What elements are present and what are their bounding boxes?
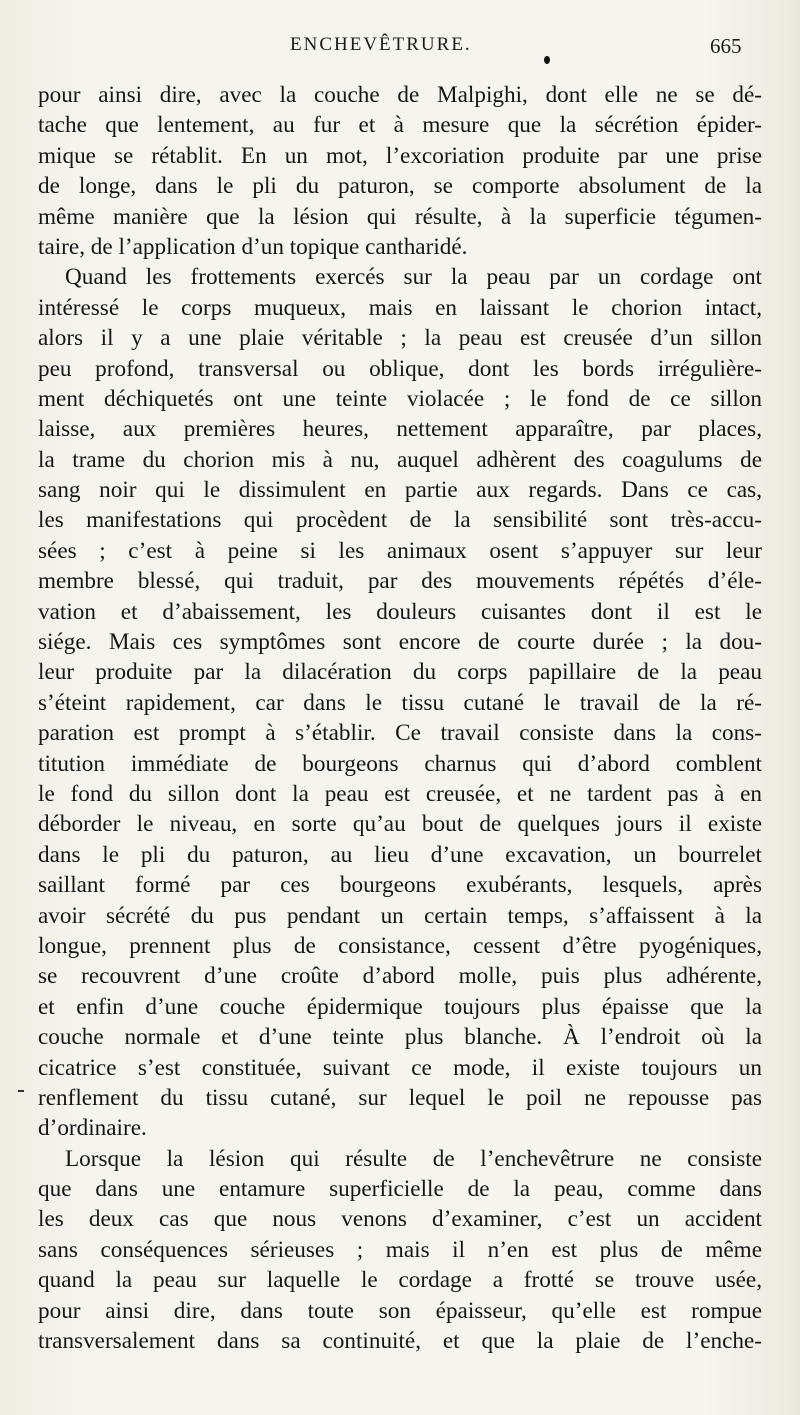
text-line: transversalement dans sa continuité, et que la plaie de l’enche- xyxy=(38,1328,762,1355)
text-line: intéressé le corps muqueux, mais en laissant le chorion intact, xyxy=(38,294,762,321)
paragraph-3 xyxy=(38,1144,762,1357)
text-line: pour ainsi dire, avec la couche de Malpighi, dont elle ne se dé- xyxy=(38,82,762,108)
text-line: même manière que la lésion qui résulte, à la superficie tégumen- xyxy=(38,203,762,230)
text-line: et enfin d’une couche épidermique toujours plus épaisse que la xyxy=(38,993,762,1020)
text-line: avoir sécrété du pus pendant un certain temps, s’affaissent à la xyxy=(38,902,762,929)
text-line: vation et d’abaissement, les douleurs cuisantes dont il est le xyxy=(38,598,762,625)
text-line: alors il y a une plaie véritable ; la peau est creusée d’un sillon xyxy=(38,325,762,352)
text-line: déborder le niveau, en sorte qu’au bout de quelques jours il existe xyxy=(38,811,762,838)
text-line: sées ; c’est à peine si les animaux osent s’appuyer sur leur xyxy=(38,537,762,564)
text-line: sang noir qui le dissimulent en partie aux regards. Dans ce cas, xyxy=(38,477,762,504)
text-line: le fond du sillon dont la peau est creusée, et ne tardent pas à en xyxy=(38,780,762,807)
text-line: cicatrice s’est constituée, suivant ce mode, il existe toujours un xyxy=(38,1054,762,1081)
text-line: quand la peau sur laquelle le cordage a frotté se trouve usée, xyxy=(38,1267,762,1294)
text-line: se recouvrent d’une croûte d’abord molle, puis plus adhérente, xyxy=(38,963,762,990)
text-line: ment déchiquetés ont une teinte violacée ; le fond de ce sillon xyxy=(38,385,762,412)
text-line: tache que lentement, au fur et à mesure que la sécrétion épider- xyxy=(38,112,762,139)
text-line: titution immédiate de bourgeons charnus qui d’abord comblent xyxy=(38,750,762,777)
text-line: laisse, aux premières heures, nettement apparaître, par places, xyxy=(38,416,762,443)
text-line: taire, de l’application d’un topique cantharidé. xyxy=(38,233,468,260)
text-line: leur produite par la dilacération du corps papillaire de la peau xyxy=(38,659,762,686)
text-line: sans conséquences sérieuses ; mais il n’en est plus de même xyxy=(38,1236,762,1263)
page-number: 665 xyxy=(710,34,742,58)
paragraph-2 xyxy=(38,262,762,1143)
text-line: d’ordinaire. xyxy=(38,1115,147,1142)
running-head xyxy=(0,28,800,64)
text-line: longue, prennent plus de consistance, cessent d’être pyogéniques, xyxy=(38,932,762,959)
text-line: paration est prompt à s’établir. Ce travail consiste dans la cons- xyxy=(38,720,762,747)
margin-mark xyxy=(18,1090,24,1092)
body-text xyxy=(38,80,762,1356)
text-line: les deux cas que nous venons d’examiner, c’est un accident xyxy=(38,1206,762,1233)
paragraph-1 xyxy=(38,80,762,262)
text-line: de longe, dans le pli du paturon, se comporte absolument de la xyxy=(38,173,762,200)
ink-spot xyxy=(544,56,550,64)
text-line: Quand les frottements exercés sur la peau par un cordage ont xyxy=(65,264,762,291)
text-line: dans le pli du paturon, au lieu d’une excavation, un bourrelet xyxy=(38,841,762,868)
running-title: ENCHEVÊTRURE. xyxy=(290,34,472,55)
text-line: couche normale et d’une teinte plus blanche. À l’endroit où la xyxy=(38,1024,762,1051)
text-line: que dans une entamure superficielle de la peau, comme dans xyxy=(38,1176,762,1203)
text-line: peu profond, transversal ou oblique, dont les bords irrégulière- xyxy=(38,355,762,382)
text-line: renflement du tissu cutané, sur lequel le poil ne repousse pas xyxy=(38,1084,762,1111)
text-line: mique se rétablit. En un mot, l’excoriation produite par une prise xyxy=(38,142,762,169)
text-line: siége. Mais ces symptômes sont encore de courte durée ; la dou- xyxy=(38,629,762,656)
text-line: Lorsque la lésion qui résulte de l’enchevêtrure ne consiste xyxy=(65,1145,762,1172)
text-line: saillant formé par ces bourgeons exubérants, lesquels, après xyxy=(38,872,762,899)
text-line: la trame du chorion mis à nu, auquel adhèrent des coagulums de xyxy=(38,446,762,473)
text-line: s’éteint rapidement, car dans le tissu cutané le travail de la ré- xyxy=(38,689,762,716)
text-line: membre blessé, qui traduit, par des mouvements répétés d’éle- xyxy=(38,568,762,595)
text-line: les manifestations qui procèdent de la sensibilité sont très-accu- xyxy=(38,507,762,534)
text-line: pour ainsi dire, dans toute son épaisseur, qu’elle est rompue xyxy=(38,1297,762,1324)
